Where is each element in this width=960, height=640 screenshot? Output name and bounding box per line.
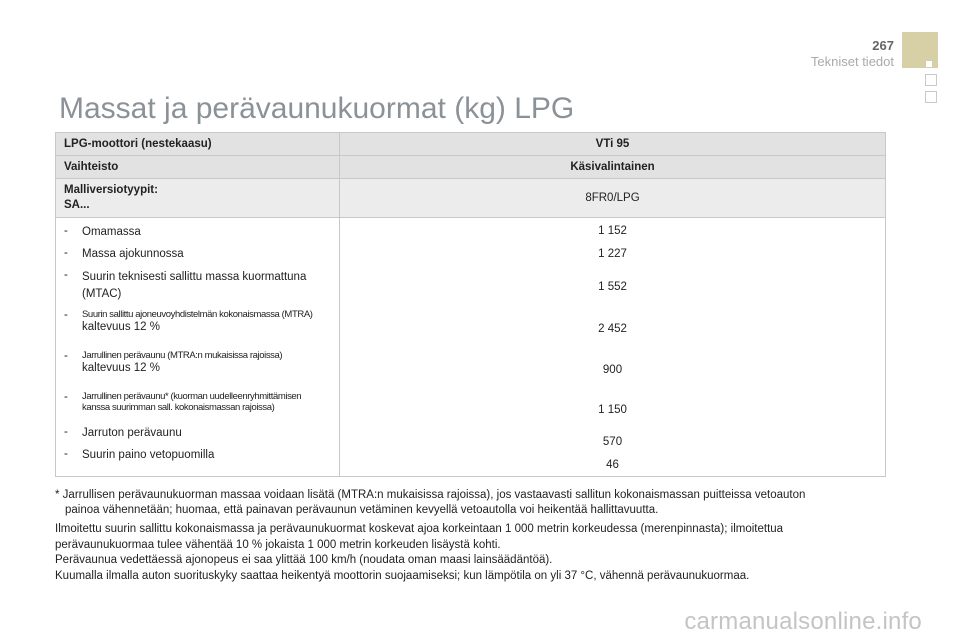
mass-table [55,132,886,477]
row-label: Suurin paino vetopuomilla [82,448,215,461]
row-value: 570 [602,436,623,448]
note-line: Kuumalla ilmalla auton suorituskyky saattaa heikentyä moottorin suojaamiseksi; kun lämpötila on yli 37 °C, vähennä perävaunukuormaa. [55,569,750,582]
chapter-tab[interactable] [925,91,937,103]
note-line: perävaunukuormaa tulee vähentää 10 % jokaista 1 000 metrin korkeuden lisäystä kohti. [55,538,501,551]
row-label: Massa ajokunnossa [82,247,184,260]
table-row [56,156,886,179]
table-row [56,218,886,477]
mass-values [340,218,886,477]
row-label-small: Suurin sallittu ajoneuvoyhdistelmän kokonaismassa (MTRA) [82,308,313,320]
row-value: 1 150 [598,404,627,416]
list-item [64,426,331,448]
model-label [56,179,340,218]
table-row [56,133,886,156]
chapter-tab-marker-icon [926,61,932,67]
list-item [64,309,331,350]
list-item [64,225,331,247]
dash: - [64,447,68,460]
page-title: Massat ja perävaunukuormat (kg) LPG [59,92,575,125]
gearbox-value: Käsivalintainen [340,156,886,179]
dash: - [64,268,68,281]
engine-label: LPG-moottori (nestekaasu) [56,133,340,156]
footnote-line: painoa vähennetään; huomaa, että painavan perävaunun vetäminen kevyellä vetoautolla voi heikentää hallittavuutta. [65,504,659,516]
row-value: 1 552 [598,281,627,293]
list-item [64,247,331,269]
footnote [55,488,895,518]
engine-value: VTi 95 [340,133,886,156]
row-label-small: Jarrullinen perävaunu* (kuorman uudelleenryhmittämisen kanssa suurimman sall. kokonaismassan rajoissa) [82,390,302,413]
row-value: 46 [606,459,619,471]
row-label [82,309,313,335]
model-label-line: SA... [64,199,90,211]
watermark: carmanualsonline.info [684,608,922,635]
footnote-line: * Jarrullisen perävaunukuorman massaa voidaan lisätä (MTRA:n mukaisissa rajoissa), jos vastaavasti sallitun kokonaismassan puitteissa vetoauton [55,489,806,501]
dash: - [64,308,68,321]
row-label-sub: kaltevuus 12 % [82,361,160,374]
list-item [64,350,331,391]
section-title: Tekniset tiedot [810,54,894,69]
row-label-sub: kaltevuus 12 % [82,320,160,333]
chapter-tab[interactable] [925,74,937,86]
gearbox-label: Vaihteisto [56,156,340,179]
row-label: Suurin teknisesti sallittu massa kuormattuna (MTAC) [82,270,307,300]
page-number: 267 [872,38,894,53]
notes [55,522,915,584]
list-item [64,269,331,309]
row-label: Omamassa [82,225,141,238]
dash: - [64,224,68,237]
mass-labels [56,218,340,477]
dash: - [64,425,68,438]
chapter-tab-active[interactable] [902,32,938,68]
row-value: 900 [602,363,623,376]
dash: - [64,246,68,259]
row-value: 1 227 [598,248,627,260]
row-label [82,350,282,376]
table-row [56,179,886,218]
row-value: 2 452 [598,323,627,335]
row-label: Jarruton perävaunu [82,426,182,439]
note-line: Ilmoitettu suurin sallittu kokonaismassa ja perävaunukuormat koskevat ajoa korkeintaan 1 000 metrin korkeudessa (merenpinnasta); ilmoitettua [55,523,784,535]
row-value: 1 152 [598,225,627,237]
model-label-line: Malliversiotyypit: [64,184,158,196]
row-label [82,391,331,413]
row-label-small: Jarrullinen perävaunu (MTRA:n mukaisissa rajoissa) [82,349,283,361]
note-line: Perävaunua vedettäessä ajonopeus ei saa ylittää 100 km/h (noudata oman maasi lainsäädäntöä). [55,554,553,566]
dash: - [64,349,68,362]
dash: - [64,390,68,403]
model-value: 8FR0/LPG [340,179,886,218]
list-item [64,391,331,426]
list-item [64,448,331,470]
